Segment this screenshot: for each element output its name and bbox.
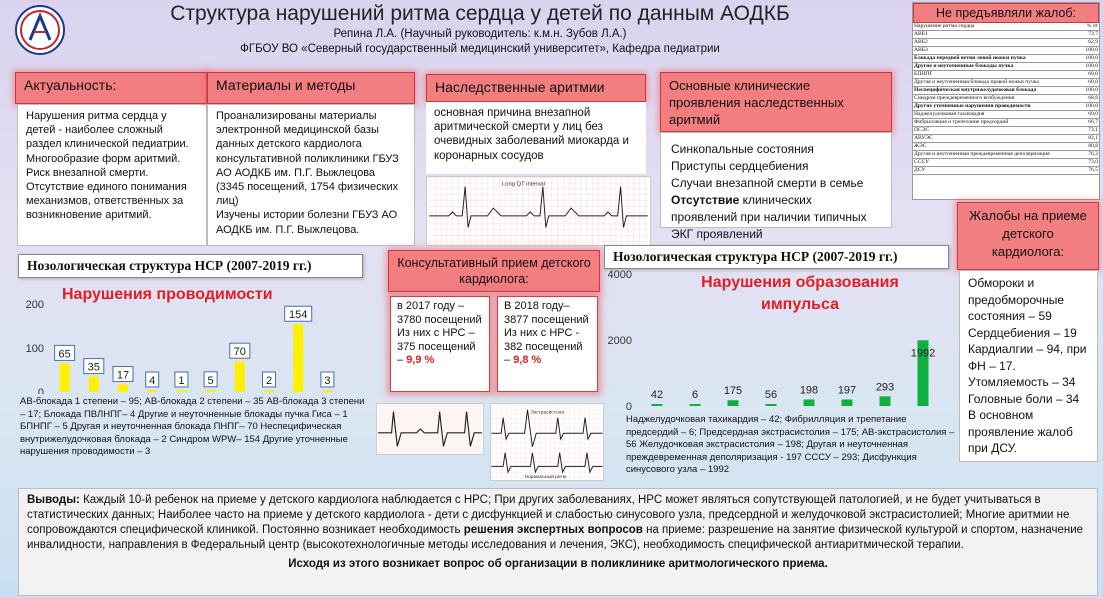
data-label: 65 <box>58 348 71 361</box>
data-label: 5 <box>207 374 214 387</box>
data-label: 1 <box>178 375 185 387</box>
table-row <box>913 95 1099 103</box>
bar <box>89 377 99 392</box>
consult-heading: Консультативный прием детского кардиолога: <box>388 250 600 292</box>
table-row <box>913 71 1099 79</box>
data-label: 6 <box>691 389 699 401</box>
chart-svg <box>608 268 948 410</box>
table-cell-name: ДСУ <box>913 167 1081 175</box>
bar <box>842 399 853 406</box>
university-logo <box>14 4 66 56</box>
impulse-bar-chart <box>608 268 948 410</box>
table-cell-value: 60,0 <box>1081 71 1099 79</box>
methods-text-1: Проанализированы материалы электронной медицинской базы данных детского кардиолога консультативной поликлиники ГБУЗ АО АОДКБ им. П.Г. Выжлецова (3345 посещений, 1754 физических лиц) <box>216 110 399 208</box>
y-tick-label: 100 <box>25 343 44 355</box>
ecg-normal-label: Нормальный ритм <box>524 475 567 481</box>
data-label: 42 <box>650 389 664 401</box>
manifestation-item: Синкопальные состояния <box>671 142 814 156</box>
table-cell-name: ПСЭС <box>913 127 1081 135</box>
data-label: 175 <box>723 385 743 398</box>
table-cell-value: 68,8 <box>1081 95 1099 103</box>
bar <box>235 361 245 392</box>
consult-2017-percent: 9,9 % <box>406 354 435 366</box>
table-row <box>913 39 1099 47</box>
authors: Репина Л.А. (Научный руководитель: к.м.н. Зубов Л.А.) <box>333 28 627 40</box>
table-cell-name: Наджелудочковая тахикардия <box>913 111 1081 119</box>
impulse-legend: Наджелудочковая тахикардия – 42; Фибрилляция и трепетание предсердий – 6; Предсердная экстрасистолия – 175; АВ-экстрасистолия – 56 Желудочковая экстрасистолия – 198; Другая и неуточненная преждевременная деполяризация - 197 СССУ – 293; Дисфункция синусового узла – 1992 <box>626 414 955 475</box>
table-row <box>913 111 1099 119</box>
consult-2018: В 2018 году– 3877 посещений Из них с НРС - 382 посещений – 9,8 % <box>497 296 598 392</box>
table-cell-value: 100,0 <box>1081 47 1099 55</box>
table-cell-value: 80,8 <box>1081 143 1099 151</box>
table-cell-value: 62,9 <box>1081 39 1099 47</box>
y-tick-label: 4000 <box>608 269 632 281</box>
table-cell-name: АВБ1 <box>913 31 1081 39</box>
table-cell-value: 73,0 <box>1081 159 1099 167</box>
data-label: 2 <box>265 375 273 387</box>
table-cell-name: АВБ3 <box>913 47 1081 55</box>
long-qt-ecg-image <box>426 176 651 246</box>
chart-svg <box>20 296 350 394</box>
y-tick-label: 2000 <box>608 335 632 347</box>
consult-2018-percent: 9,8 % <box>513 354 542 366</box>
data-label: 35 <box>87 361 100 374</box>
impulse-chart-title: Нарушения образования импульса <box>701 274 899 313</box>
table-row <box>913 87 1099 95</box>
data-label: 197 <box>837 384 857 397</box>
data-label: 70 <box>233 346 246 359</box>
table-header-row <box>913 23 1099 31</box>
table-cell-value: 73,1 <box>1081 127 1099 135</box>
data-label: 17 <box>116 369 130 382</box>
table-cell-name: ЖЭС <box>913 143 1081 151</box>
no-complaints-heading: Не предъявляли жалоб: <box>913 3 1099 23</box>
table-cell-name: Синдром преждевременного возбуждения <box>913 95 1081 103</box>
data-label: 56 <box>764 389 778 401</box>
bar <box>60 363 70 392</box>
methods-text-2: Изучены истории болезни ГБУЗ АО АОДКБ им. П.Г. Выжлецова. <box>216 209 398 236</box>
bar <box>766 404 777 406</box>
table-row <box>913 151 1099 159</box>
manifestations-panel <box>660 132 892 241</box>
table-row <box>913 63 1099 71</box>
consult-2017: в 2017 году – 3780 посещений Из них с НРС – 375 посещений – 9,9 % <box>390 296 490 392</box>
table-row <box>913 79 1099 87</box>
table-cell-name: Блокада передней ветви левой ножки пучка <box>913 55 1081 63</box>
conduction-heading: Нозологическая структура НСР (2007-2019 гг.) <box>18 254 363 278</box>
conduction-legend: АВ-блокада 1 степени – 95; АВ-блокада 2 степени – 35 АВ-блокада 3 степени – 17; Блокада ПВЛНПГ– 4 Другие и неуточненные блокады пучка Гиса – 1 БПНПГ – 5 Другая и неуточненная блокада ПНПГ– 70 Неспецифическая внутрижелудочковая блокада – 2 Синдром WPW– 154 Другие уточненные нарушения проводимости – 3 <box>20 396 365 457</box>
bar <box>147 390 157 392</box>
conduction-bar-chart <box>20 296 350 394</box>
table-row <box>913 47 1099 55</box>
table-cell-name: Фибрилляция и трепетание предсердий <box>913 119 1081 127</box>
conclusions-panel <box>18 488 1098 596</box>
conduction-chart-title: Нарушения проводимости <box>62 286 273 303</box>
ecg-extrasystole-image <box>490 403 604 481</box>
methods-panel <box>207 104 415 246</box>
hereditary-text: основная причина внезапной аритмической смерти у лиц без очевидных заболеваний миокарда и коронарных сосудов <box>426 102 646 174</box>
table-row <box>913 143 1099 151</box>
table-cell-value: 60,0 <box>1081 79 1099 87</box>
manifestations-heading: Основные клинические проявления наследственных аритмий <box>660 72 892 132</box>
bar <box>264 390 274 392</box>
data-label: 3 <box>324 375 331 387</box>
table-cell-value: 82,1 <box>1081 135 1099 143</box>
conclusions-text: Выводы: Каждый 10-й ребенок на приеме у детского кардиолога наблюдается с НРС; При других заболеваниях, НРС может являться сопутствующей патологией, и не будет учитываться в статистических данных; Наиболее часто на приеме у детского кардиолога - дети с дисфункцией и слабостью синусового узла, предсердной и желудочковой экстрасистолией; Многие аритмии не сопровождаются специфической клиникой. Постоянно возникает необходимость решения экспертных вопросов на приеме: разрешение на занятие физической культурой и спортом, назначение инвалидности, направления в Федеральный центр (высокотехнологичные методы исследования и лечения, ЭКС), необходимость специфической антиаритмической терапии. <box>27 494 1084 551</box>
table-cell-value: 76,5 <box>1081 167 1099 175</box>
methods-heading: Материалы и методы <box>207 72 415 104</box>
ecg-extrasystole-label: Экстрасистола <box>530 410 565 416</box>
y-tick-label: 0 <box>625 401 632 410</box>
y-tick-label: 200 <box>25 299 44 311</box>
table-cell-name: Другая и неуточненная преждевременная деполяризация <box>913 151 1081 159</box>
no-complaints-panel <box>912 2 1100 200</box>
table-cell-name: Другие уточненные нарушения проводимости <box>913 103 1081 111</box>
table-row <box>913 159 1099 167</box>
table-cell-name: АВУЭС <box>913 135 1081 143</box>
bar <box>118 385 128 392</box>
data-label: 293 <box>875 381 895 394</box>
table-cell-value: 66,7 <box>1081 119 1099 127</box>
table-cell-value: 69,0 <box>1081 111 1099 119</box>
bar <box>293 324 303 392</box>
data-label: 198 <box>799 384 819 397</box>
bar <box>176 390 186 392</box>
data-label: 154 <box>289 309 308 322</box>
table-row <box>913 119 1099 127</box>
complaints-text: Обмороки и предобморочные состояния – 59 Сердцебиения – 19 Кардиалгии – 94, при ФН – 17. Утомляемость – 34 Головные боли – 34 В основном проявление жалоб при ДСУ. <box>959 270 1098 462</box>
no-complaints-table <box>913 23 1099 175</box>
table-cell-name: СССУ <box>913 159 1081 167</box>
table-row <box>913 31 1099 39</box>
relevance-heading: Актуальность: <box>15 72 207 104</box>
table-cell-value: 76,2 <box>1081 151 1099 159</box>
table-row <box>913 103 1099 111</box>
complaints-heading: Жалобы на приеме детского кардиолога: <box>957 202 1099 270</box>
table-row <box>913 135 1099 143</box>
bar <box>206 390 216 392</box>
table-cell-value: 100,0 <box>1081 55 1099 63</box>
impulse-heading: Нозологическая структура НСР (2007-2019 гг.) <box>604 245 949 269</box>
bar <box>322 390 332 392</box>
y-tick-label: 0 <box>37 387 44 394</box>
bar <box>728 400 739 406</box>
bar <box>880 396 891 406</box>
bar <box>690 404 701 406</box>
table-col-header: % от <box>1081 23 1099 31</box>
table-cell-value: 100,0 <box>1081 87 1099 95</box>
conclusions-final: Исходя из этого возникает вопрос об организации в поликлинике аритмологического приема. <box>288 558 828 570</box>
table-cell-name: Другие и неуточненные блокады пучка <box>913 63 1081 71</box>
poster-title: Структура нарушений ритма сердца у детей по данным АОДКБ <box>170 2 790 25</box>
data-label: 4 <box>149 375 156 387</box>
relevance-text: Нарушения ритма сердца у детей - наиболее сложный раздел клинической педиатрии. Многообразие форм аритмий. Риск внезапной смерти. Отсутствие единого понимания механизмов, ответственных за возникновение аритмий. <box>17 104 207 246</box>
table-cell-value: 100,0 <box>1081 103 1099 111</box>
manifestation-item: Случаи внезапной смерти в семье <box>671 176 864 190</box>
manifestation-item: Отсутствие клинических проявлений при наличии типичных ЭКГ проявлений <box>671 193 867 241</box>
manifestation-item: Приступы сердцебиения <box>671 159 809 173</box>
hereditary-heading: Наследственные аритмии <box>426 74 646 102</box>
table-col-header: Нарушение ритма сердца <box>913 23 1081 31</box>
table-cell-name: Неспецифическая внутрижелудочковая блокада <box>913 87 1081 95</box>
ecg-conduction-image <box>376 403 484 455</box>
data-label: 1992 <box>910 347 936 360</box>
ecg-long-qt-label: Long QT interval <box>502 181 545 188</box>
table-cell-value: 100,0 <box>1081 63 1099 71</box>
institution: ФГБОУ ВО «Северный государственный медицинский университет», Кафедра педиатрии <box>240 43 720 55</box>
table-cell-name: Другая и неуточненная блокада правой ножки пучка <box>913 79 1081 87</box>
table-row <box>913 127 1099 135</box>
table-cell-name: АВБ2 <box>913 39 1081 47</box>
bar <box>652 404 663 406</box>
table-row <box>913 167 1099 175</box>
table-row <box>913 55 1099 63</box>
bar <box>804 399 815 406</box>
table-cell-name: БПНПГ <box>913 71 1081 79</box>
table-cell-value: 73,7 <box>1081 31 1099 39</box>
